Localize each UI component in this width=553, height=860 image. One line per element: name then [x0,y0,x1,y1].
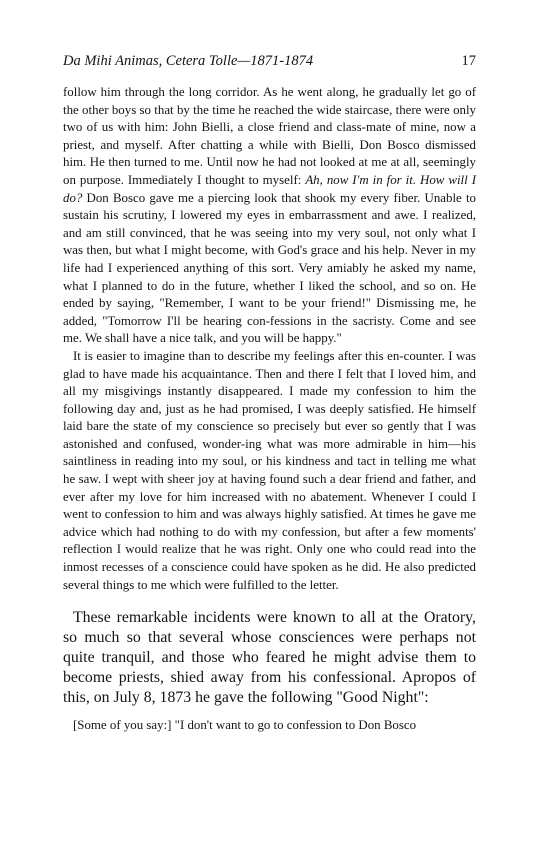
book-page [63,52,476,735]
page-number: 17 [461,53,476,69]
paragraph-main: These remarkable incidents were known to all at the Oratory, so much so that several whose consciences were perhaps not quite tranquil, and those who feared he might advise them to become priests, shied away from his confessional. Apropos of this, on July 8, 1873 he gave the following "Good Night": [63,609,476,707]
italic-thought: Ah, now I'm in for it. How will I do? [63,172,476,205]
running-head-title: Da Mihi Animas, Cetera Tolle—1871-1874 [63,53,314,69]
paragraph-quote-2: It is easier to imagine than to describe my feelings after this en-counter. I was glad to have made his acquaintance. Then and there I felt that I loved him, and all my misgivings instantly disappeared. I made my confession to him the following day and, just as he had promised, I was deeply satisfied. He himself laid bare the state of my conscience so precisely but ever so gently that I was astonished and confused, wonder-ing what was more admirable in him—his saintliness in reading into my soul, or his kindness and tact in telling me what he saw. I wept with sheer joy at having found such a dear friend and father, and ever after my love for him increased with no abatement. Whenever I could I went to confession to him and was always highly satisfied. At times he gave me advice which had nothing to do with my confession, but after a few moments' reflection I would realize that he was right. Only one who could read into the inmost recesses of a conscience could have spoken as he did. He also predicted several things to me which were fulfilled to the letter. [63,348,476,592]
paragraph-quote-3: [Some of you say:] "I don't want to go to confession to Don Bosco [73,718,417,733]
running-head [63,52,476,76]
paragraph-text: follow him through the long corridor. As he went along, he gradually let go of the other boys so that by the time he reached the wide staircase, there were only two of us with him: John Bielli, a close friend and class-mate of mine, now a priest, and myself. After chatting a while with Bielli, Don Bosco dismissed him. He then turned to me. Until now he had not looked at me at all, seemingly on purpose. Immediately I thought to myself: [63,85,476,187]
paragraph-quote-1 [63,84,476,348]
paragraph-text: Don Bosco gave me a piercing look that shook my every fiber. Unable to sustain his scrutiny, I lowered my eyes in embarrassment and awe. I realized, and am still convinced, that he was seeing into my very soul, not only what I was then, but what I might become, with God's grace and his help. Never in my life had I experienced anything of this sort. Very amiably he asked my name, what I planned to do in the future, whether I liked the school, and so on. He ended by saying, "Remember, I want to be your friend!" Dismissing me, he added, "Tomorrow I'll be hearing con-fessions in the sacristy. Come and see me. We shall have a nice talk, and you will be happy." [63,190,476,346]
